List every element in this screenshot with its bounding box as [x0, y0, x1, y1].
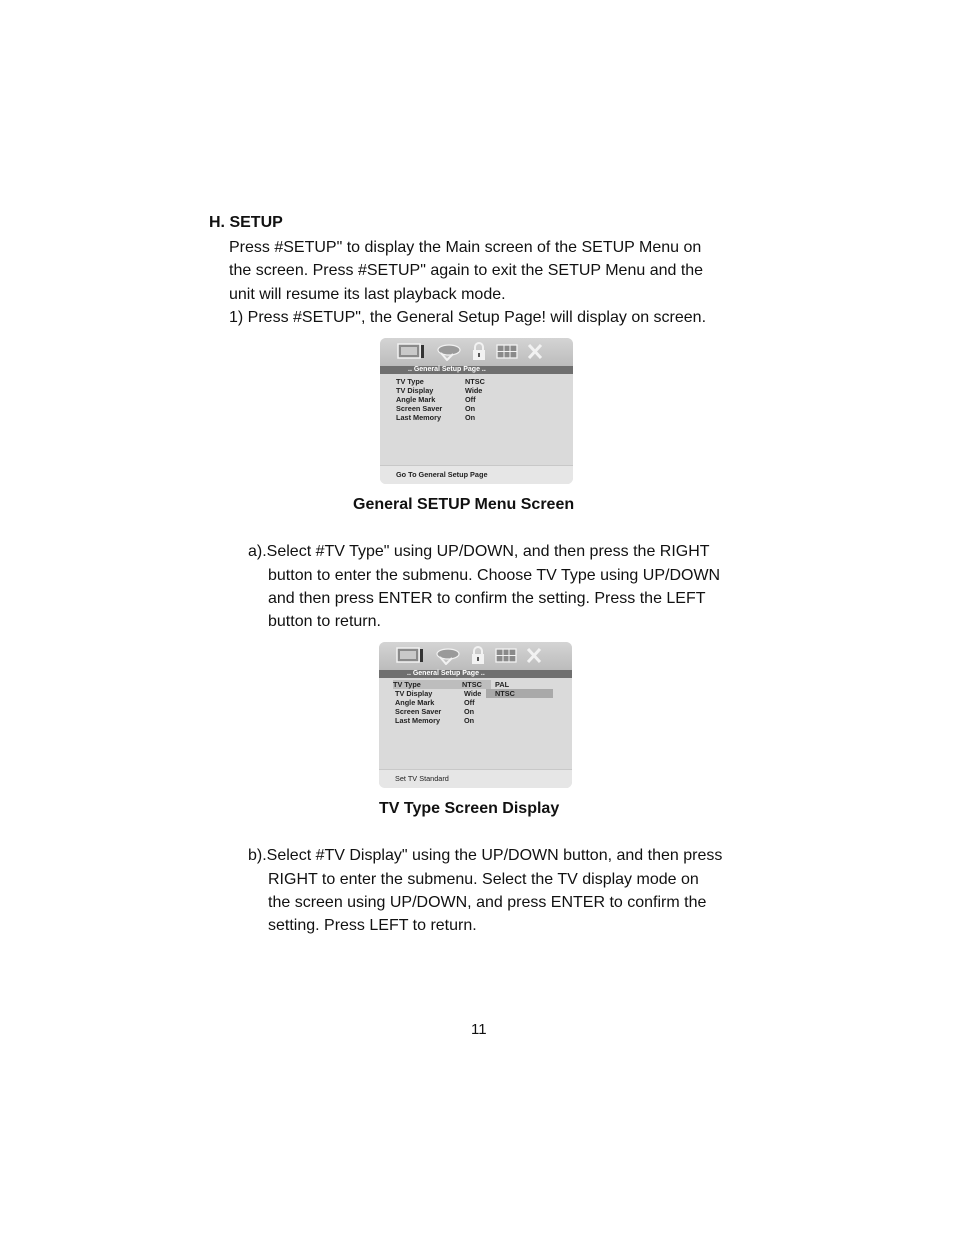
osd-title-bar: [380, 366, 573, 374]
osd-row-value: Off: [464, 698, 475, 707]
section-heading: H. SETUP: [209, 214, 283, 231]
osd-row-label: Angle Mark: [396, 395, 436, 404]
caption-tv-type: TV Type Screen Display: [379, 800, 560, 817]
speaker-icon: [435, 342, 463, 361]
osd-row-label: TV Type: [396, 377, 424, 386]
grid-icon: [495, 342, 519, 361]
tv-type-screen: [379, 642, 572, 788]
step-a-line-1: a).Select #TV Type" using UP/DOWN, and then press the RIGHT: [248, 543, 710, 560]
osd-row-value: On: [464, 707, 475, 716]
step-a-line-4: button to return.: [268, 613, 381, 630]
step-b-line-3: the screen using UP/DOWN, and press ENTER to confirm the: [268, 894, 707, 911]
intro-line-1: Press #SETUP" to display the Main screen of the SETUP Menu on: [229, 239, 702, 256]
osd-row-value: Off: [465, 395, 476, 404]
monitor-icon: [397, 342, 425, 361]
osd-row-label: Last Memory: [396, 413, 442, 422]
close-x-icon: [525, 342, 545, 361]
general-setup-screen: [380, 338, 573, 484]
osd-row-value: On: [465, 404, 476, 413]
osd-footer: [379, 769, 572, 788]
osd-row-value: NTSC: [465, 377, 485, 386]
osd-row-label: TV Display: [396, 386, 434, 395]
step-b-line-4: setting. Press LEFT to return.: [268, 917, 477, 934]
osd-footer-text: Set TV Standard: [395, 774, 449, 783]
intro-line-2: the screen. Press #SETUP" again to exit the SETUP Menu and the: [229, 262, 704, 279]
osd-row-tv-type: [393, 680, 491, 689]
osd-row-value: On: [465, 413, 476, 422]
osd-row-value: NTSC: [462, 680, 482, 689]
step-b-line-1: b).Select #TV Display" using the UP/DOWN button, and then press: [248, 847, 723, 864]
osd-row-label: TV Type: [393, 680, 421, 689]
monitor-icon: [396, 646, 424, 665]
submenu-option-pal: PAL: [495, 680, 510, 689]
osd-title-bar: [379, 670, 572, 678]
osd-row-label: TV Display: [395, 689, 433, 698]
lock-icon: [469, 646, 487, 665]
step-a-line-2: button to enter the submenu. Choose TV Type using UP/DOWN: [268, 567, 721, 584]
osd-row-value: On: [464, 716, 475, 725]
osd-row-value: Wide: [465, 386, 483, 395]
osd-row-label: Angle Mark: [395, 698, 435, 707]
osd-row-label: Screen Saver: [395, 707, 442, 716]
caption-general-setup: General SETUP Menu Screen: [353, 496, 575, 513]
osd-title: .. General Setup Page ..: [408, 366, 486, 373]
osd-footer-text: Go To General Setup Page: [396, 470, 488, 479]
close-x-icon: [524, 646, 544, 665]
page-number: 11: [471, 1021, 487, 1038]
step-b-line-2: RIGHT to enter the submenu. Select the TV display mode on: [268, 871, 699, 888]
osd-row-label: Screen Saver: [396, 404, 443, 413]
osd-footer: [380, 465, 573, 484]
osd-row-label: Last Memory: [395, 716, 441, 725]
osd-title: .. General Setup Page ..: [407, 670, 485, 677]
osd-row-value: Wide: [464, 689, 482, 698]
grid-icon: [494, 646, 518, 665]
submenu-option-ntsc: NTSC: [486, 689, 553, 698]
step-1-line: 1) Press #SETUP", the General Setup Page! will display on screen.: [229, 309, 707, 326]
lock-icon: [470, 342, 488, 361]
intro-line-3: unit will resume its last playback mode.: [229, 286, 506, 303]
osd-icon-bar: [379, 642, 572, 670]
step-a-line-3: and then press ENTER to confirm the setting. Press the LEFT: [268, 590, 706, 607]
osd-icon-bar: [380, 338, 573, 366]
speaker-icon: [434, 646, 462, 665]
